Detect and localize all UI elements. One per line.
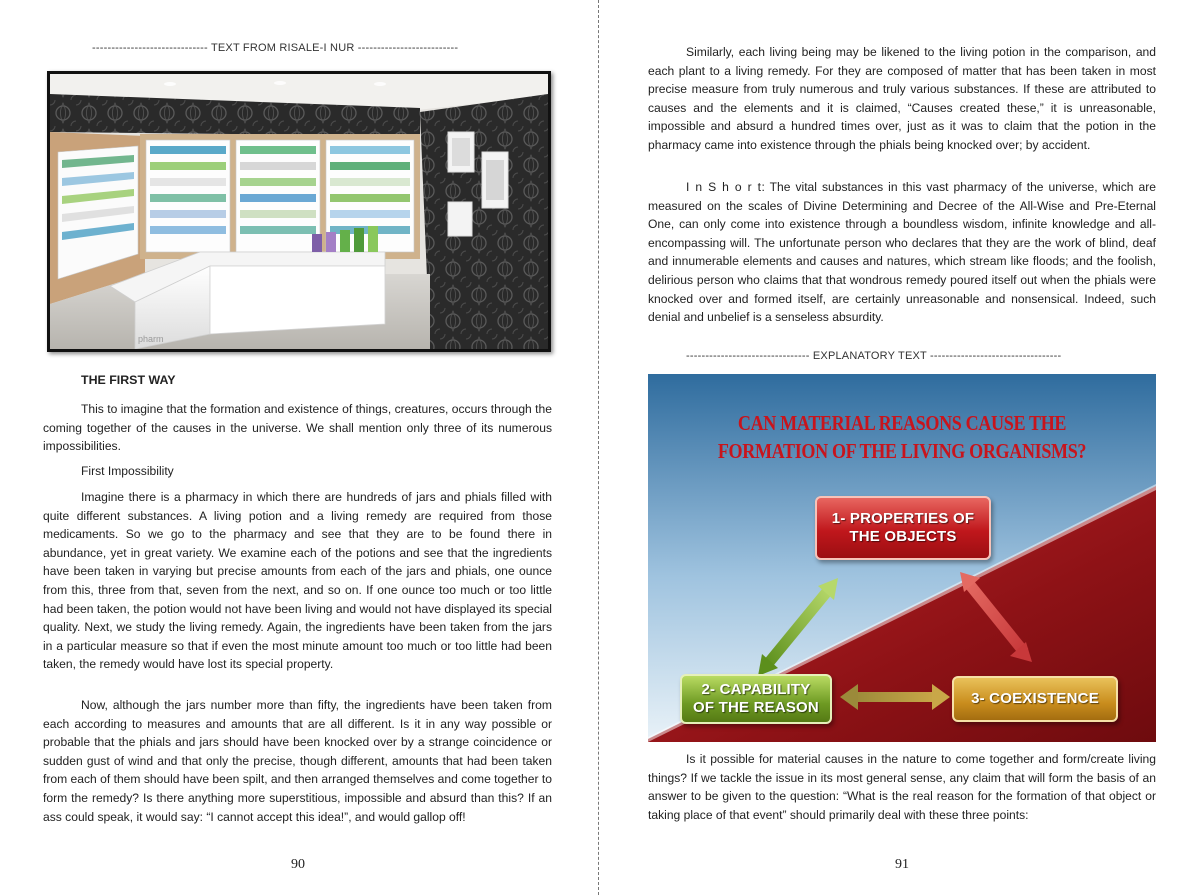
box-capability-line1: 2- CAPABILITY (701, 681, 811, 698)
left-page (0, 0, 598, 895)
right-page (602, 0, 1200, 895)
pharmacy-illustration (50, 74, 548, 349)
section-header-risale: ------------------------------ TEXT FROM RISALE-I NUR -------------------------- (92, 42, 459, 54)
page-number-right: 91 (895, 857, 909, 872)
paragraph-jars-argument: Now, although the jars number more than fifty, the ingredients have been taken from each according to measures and amounts that are all different. Is it in any way possible or probable that the phials and jars should have been knocked over by a strange coincidence or sudden gust of wind and that only the precise, though different, amounts that had been taken from each of them should have been spilt, and then arranged themselves and come together to form the remedy? Is there anything more superstitious, impossible and absurd than this? If an ass could speak, it would say: “I cannot accept this idea!”, and would gallop off! (43, 698, 552, 824)
infographic-title-line2: FORMATION OF THE LIVING ORGANISMS? (717, 439, 1087, 463)
pharmacy-interior-image (47, 71, 551, 352)
page-number-left: 90 (291, 857, 305, 872)
paragraph-living-potion: Similarly, each living being may be likened to the living potion in the comparison, and each plant to a living remedy. For they are composed of matter that has been taken in most precise measure from truly numerous and truly various substances. If these are attributed to causes and the elements and it is claimed, “Causes created these,” it is unreasonable, impossible and absurd a hundred times over, just as it was to claim that the potion in the pharmacy came into existence through the phials being knocked over; by accident. (648, 45, 1156, 152)
photo-watermark: pharm (138, 334, 164, 344)
in-short-body: : The vital substances in this vast pharmacy of the universe, which are measured on the scales of Divine Determining and Decree of the All-Wise and Pre-Eternal One, can only come into existence through a boundless wisdom, infinite knowledge and all-encompassing will. The unfortunate person who declares that they are the work of blind, deaf and innumerable elements and causes and natures, which stream like floods; and the foolish, delirious person who claims that that wondrous remedy poured itself out when the phials were knocked over and formed itself, are certainly unreasonable and nonsensical. Indeed, such denial and unbelief is a senseless absurdity. (648, 180, 1156, 325)
paragraph-first-way-intro: This to imagine that the formation and existence of things, creatures, occurs through the coming together of the causes in the universe. We shall mention only three of its numerous impossibilities. (43, 402, 552, 454)
paragraph-in-short (648, 178, 1156, 327)
box-properties-of-objects (815, 496, 991, 560)
in-short-lead: I n S h o r t (686, 180, 762, 194)
box-properties-line2: THE OBJECTS (849, 528, 957, 545)
page-gutter-divider (598, 0, 599, 895)
box-coexistence: 3- COEXISTENCE (952, 676, 1118, 722)
paragraph-material-causes-question: Is it possible for material causes in the nature to come together and form/create living things? If we tackle the issue in its most general sense, any claim that will form the basis of an answer to be given to the question: “What is the real reason for the formation of that object or taking place of that event” should primarily deal with these three points: (648, 752, 1156, 822)
heading-first-way: THE FIRST WAY (81, 373, 176, 387)
subheading-first-impossibility: First Impossibility (81, 464, 174, 478)
infographic-material-reasons (648, 374, 1156, 742)
box-capability-of-reason (680, 674, 832, 724)
box-capability-line2: OF THE REASON (693, 699, 819, 716)
infographic-title-line1: CAN MATERIAL REASONS CAUSE THE (737, 411, 1067, 435)
box-properties-line1: 1- PROPERTIES OF (831, 510, 975, 527)
paragraph-pharmacy-analogy: Imagine there is a pharmacy in which there are hundreds of jars and phials filled with quite different substances. A living potion and a living remedy are required from those medicaments. So we go to the pharmacy and see that they are to be found there in abundance, yet in great variety. We examine each of the potions and see that the ingredients have been taken in varying but precise amounts from each of the jars and phials, one ounce from this, three from that, seven from the next, and so on. If one ounce too much or too little had been taken, the potion would not have been living and would not have displayed its special quality. Next, we study the living remedy. Again, the ingredients have been taken from the jars in a particular measure so that if even the most minute amount too much or too little had been taken, the remedy would have lost its special property. (43, 490, 552, 672)
section-header-explanatory: -------------------------------- EXPLANATORY TEXT ---------------------------------- (686, 350, 1062, 362)
